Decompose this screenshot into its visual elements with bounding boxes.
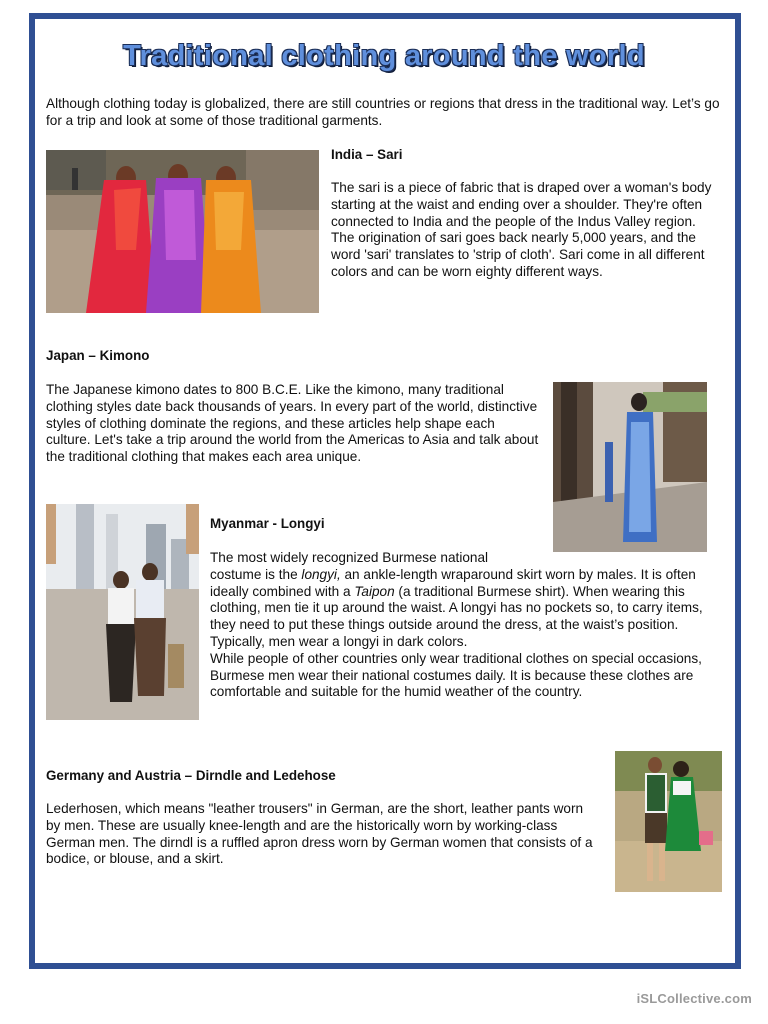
footer-watermark: iSLCollective.com bbox=[636, 991, 752, 1006]
india-paragraph: The sari is a piece of fabric that is draped over a woman's body starting at the waist and ending over a shoulder. They're often connected to India and the people of the Indus Valley region. The origination of sari goes back nearly 5,000 years, and the word 'sari' translates to 'strip of cloth'. Sari come in all different colors and can be worn eighty different ways. bbox=[331, 180, 712, 279]
myanmar-paragraph-cont bbox=[210, 567, 722, 701]
myanmar-heading: Myanmar - Longyi bbox=[210, 516, 325, 531]
india-sari-photo bbox=[46, 150, 319, 313]
myanmar-longyi-photo bbox=[46, 504, 199, 720]
myanmar-text-3: (a traditional Burmese shirt). When wearing this clothing, men tie it up around the waist. A longyi has no pockets so, to carry items, they need to put these things outside around the dress, at the waist’s position. Typically, men wear a longyi in dark colors. bbox=[210, 583, 703, 649]
japan-paragraph: The Japanese kimono dates to 800 B.C.E. Like the kimono, many traditional clothing styles date back thousands of years. In every part of the world, distinctive styles of clothing dominate the regions, and these articles help shape each culture. Let's take a trip around the world from the Americas to Asia and talk about the traditional clothing that makes each area unique. bbox=[46, 382, 539, 465]
myanmar-text-italic-2: Taipon bbox=[354, 583, 395, 599]
germany-dirndl-photo bbox=[615, 751, 722, 892]
myanmar-paragraph bbox=[210, 550, 524, 567]
intro-paragraph: Although clothing today is globalized, there are still countries or regions that dress in the traditional way. Let’s go for a trip and look at some of those traditional garments. bbox=[46, 96, 720, 128]
myanmar-text-2: an ankle-length wraparound skirt worn by males. It is often ideally combined with a bbox=[210, 566, 696, 599]
page-title: Traditional clothing around the world bbox=[123, 40, 645, 72]
germany-paragraph: Lederhosen, which means "leather trousers" in German, are the short, leather pants worn by men. These are usually knee-length and are the historically worn by working-class German men. The dirndl is a ruffled apron dress worn by German women that consists of a bodice, or blouse, and a skirt. bbox=[46, 801, 593, 867]
myanmar-text-4: While people of other countries only wear traditional clothes on special occasions, Burmese men wear their national costumes daily. It is because these clothes are comfortable and suitable for the humid weather of the country. bbox=[210, 650, 702, 700]
myanmar-text-1: The most widely recognized Burmese national bbox=[210, 550, 489, 565]
germany-heading: Germany and Austria – Dirndle and Ledehose bbox=[46, 768, 336, 783]
myanmar-text-lead: costume is the bbox=[210, 566, 302, 582]
japan-heading: Japan – Kimono bbox=[46, 348, 150, 363]
japan-kimono-photo bbox=[553, 382, 707, 552]
myanmar-text-italic-1: longyi, bbox=[301, 566, 341, 582]
india-heading: India – Sari bbox=[331, 147, 403, 162]
